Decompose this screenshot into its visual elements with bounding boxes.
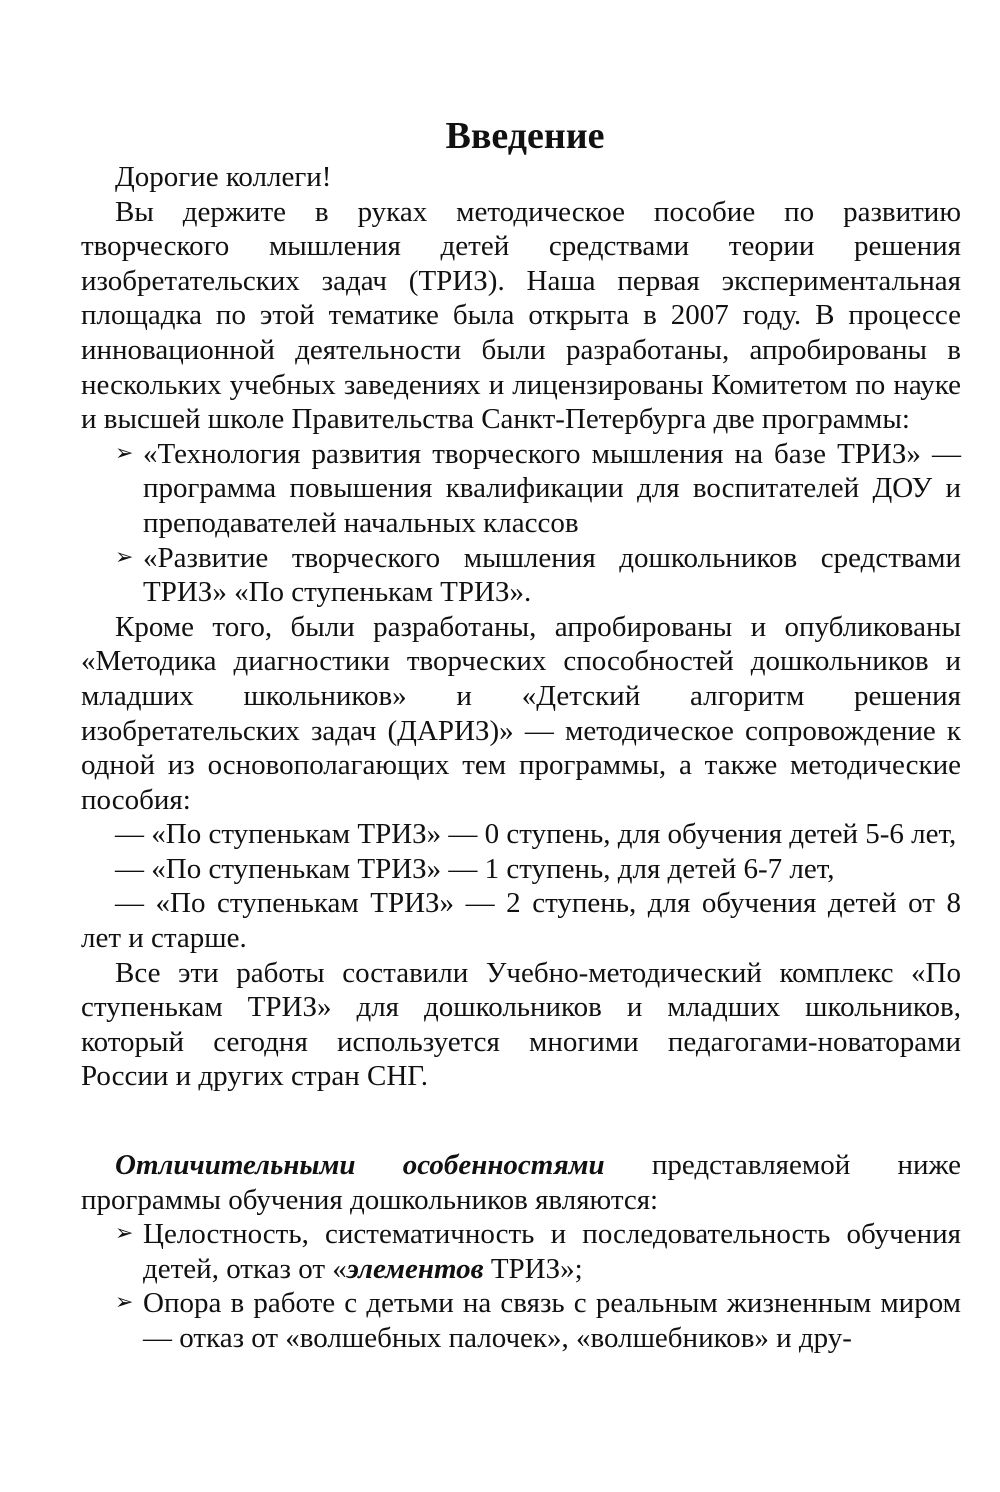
program-list-item xyxy=(81,437,961,541)
feature-emphasis: элементов xyxy=(346,1252,484,1285)
document-page xyxy=(81,112,961,1356)
arrow-bullet-icon: ➢ xyxy=(115,440,134,466)
features-intro-paragraph xyxy=(81,1148,961,1217)
feature-text-before: Опора в работе с детьми на связь с реальным жизненным миром — отказ от «волшебных палочек», «волшебников» и дру- xyxy=(143,1287,961,1354)
third-paragraph: Все эти работы составили Учебно-методический комплекс «По ступенькам ТРИЗ» для дошкольников и младших школьников, который сегодня используется многими педагогами-новаторами России и других стран СНГ. xyxy=(81,956,961,1093)
manual-list-item: — «По ступенькам ТРИЗ» — 1 ступень, для детей 6-7 лет, xyxy=(115,852,835,885)
section-spacer xyxy=(81,1094,961,1148)
feature-list-item xyxy=(81,1217,961,1286)
feature-list-item xyxy=(81,1286,961,1355)
document-body xyxy=(81,160,961,1356)
arrow-bullet-icon: ➢ xyxy=(115,1290,134,1316)
intro-paragraph: Вы держите в руках методическое пособие по развитию творческого мышления детей средствами теории решения изобретательских задач (ТРИЗ). Наша первая экспериментальная площадка по этой тематике была открыта в 2007 году. В процессе инновационной деятельности были разработаны, апробированы в нескольких учебных заведениях и лицензированы Комитетом по науке и высшей школе Правительства Санкт-Петербурга две программы: xyxy=(81,195,961,436)
feature-text-after: ТРИЗ»; xyxy=(483,1252,583,1285)
features-emphasis: Отличительными особенностями xyxy=(115,1149,605,1182)
program-text: «Технология развития творческого мышления на базе ТРИЗ» — программа повышения квалификации для воспитателей ДОУ и преподавателей начальных классов xyxy=(143,437,961,539)
program-list-item xyxy=(81,541,961,610)
program-text: «Развитие творческого мышления дошкольников средствами ТРИЗ» «По ступенькам ТРИЗ». xyxy=(143,541,961,609)
second-paragraph: Кроме того, были разработаны, апробированы и опубликованы «Методика диагностики творческих способностей дошкольников и младших школьников» и «Детский алгоритм решения изобретательских задач (ДАРИЗ)» — методическое сопровождение к одной из основополагающих тем программы, а также методические пособия: xyxy=(81,610,961,816)
features-intro-text: представляемой ниже программы обучения дошкольников являются: xyxy=(81,1149,962,1216)
arrow-bullet-icon: ➢ xyxy=(115,1221,134,1247)
feature-text-before: Целостность, систематичность и последовательность обучения детей, отказ от « xyxy=(143,1218,961,1285)
manual-list-item: — «По ступенькам ТРИЗ» — 0 ступень, для обучения детей 5-6 лет, xyxy=(115,818,957,851)
greeting: Дорогие коллеги! xyxy=(115,161,332,193)
page-title: Введение xyxy=(445,115,605,157)
arrow-bullet-icon: ➢ xyxy=(115,544,134,570)
manual-list-item: — «По ступенькам ТРИЗ» — 2 ступень, для обучения детей от 8 лет и старше. xyxy=(81,887,961,955)
